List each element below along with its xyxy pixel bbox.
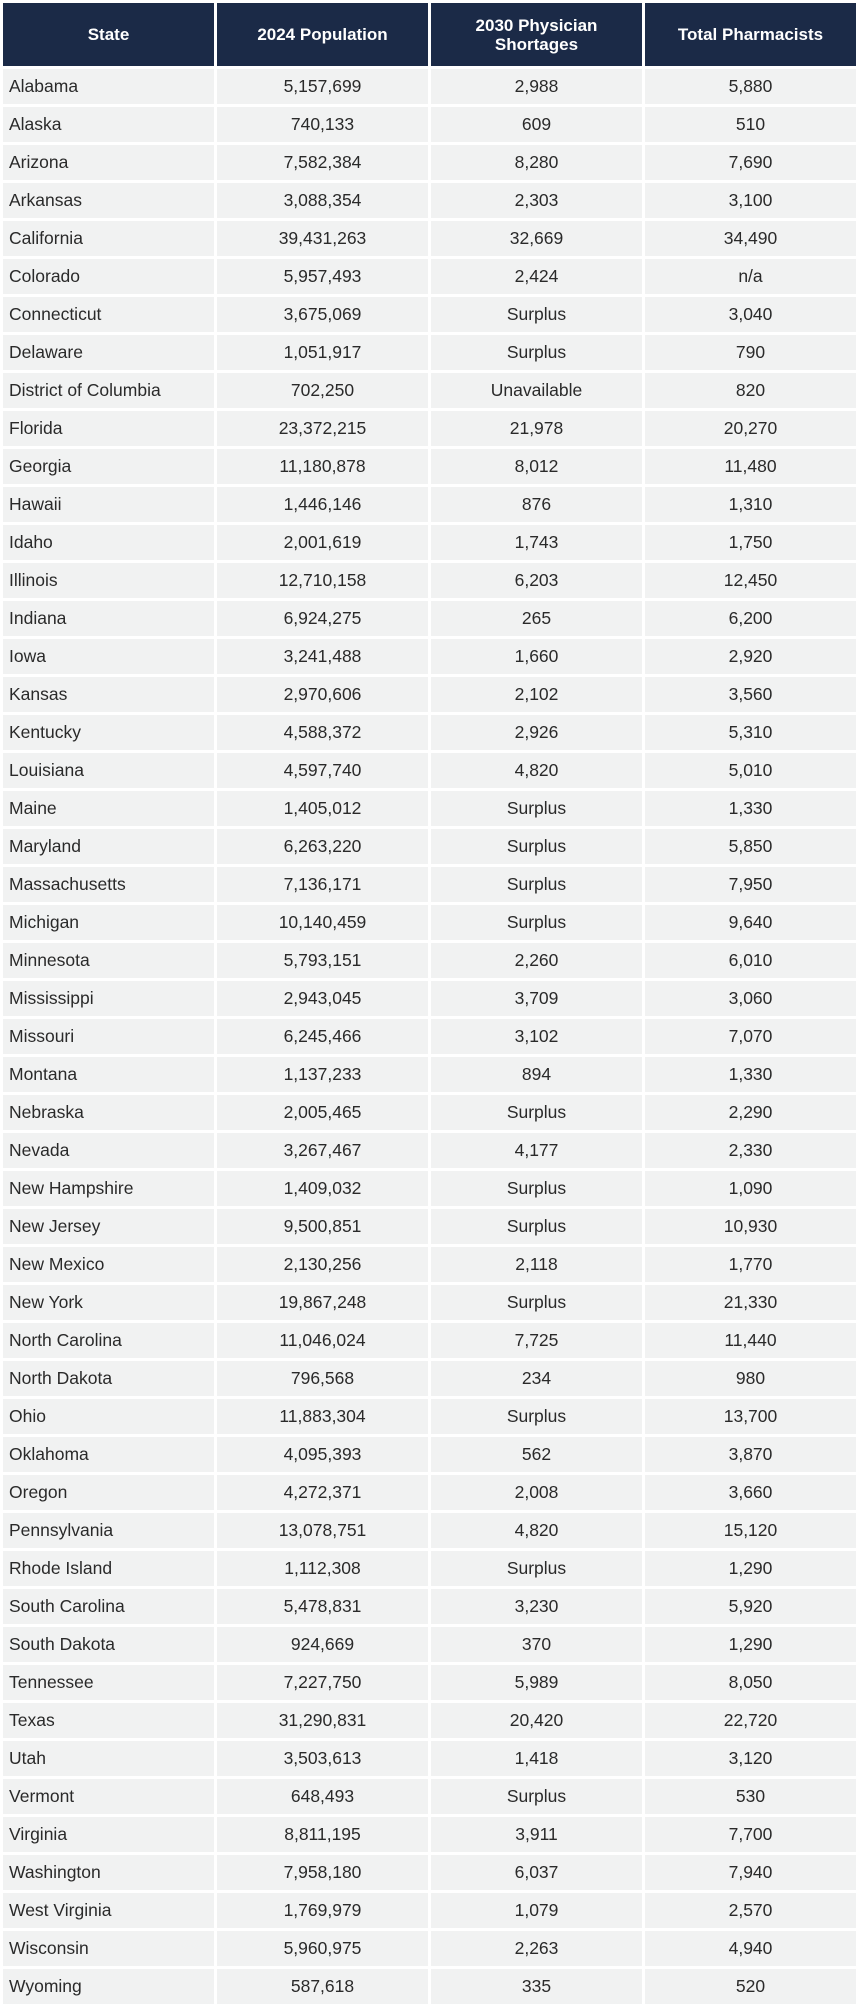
cell-pharmacists: 1,310	[645, 487, 856, 522]
header-row	[3, 3, 856, 66]
cell-population: 39,431,263	[217, 221, 428, 256]
cell-population: 4,095,393	[217, 1437, 428, 1472]
cell-physician-shortages: Surplus	[431, 829, 642, 864]
cell-population: 7,582,384	[217, 145, 428, 180]
cell-pharmacists: 15,120	[645, 1513, 856, 1548]
cell-population: 1,409,032	[217, 1171, 428, 1206]
header-population: 2024 Population	[217, 3, 428, 66]
cell-population: 19,867,248	[217, 1285, 428, 1320]
cell-physician-shortages: 20,420	[431, 1703, 642, 1738]
cell-population: 924,669	[217, 1627, 428, 1662]
cell-physician-shortages: 2,303	[431, 183, 642, 218]
cell-state: Wisconsin	[3, 1931, 214, 1966]
cell-pharmacists: 2,330	[645, 1133, 856, 1168]
cell-population: 2,943,045	[217, 981, 428, 1016]
table-row	[3, 639, 856, 674]
cell-physician-shortages: 8,012	[431, 449, 642, 484]
table-row	[3, 867, 856, 902]
cell-state: Tennessee	[3, 1665, 214, 1700]
cell-state: Arkansas	[3, 183, 214, 218]
table-row	[3, 411, 856, 446]
cell-pharmacists: 5,850	[645, 829, 856, 864]
cell-pharmacists: 12,450	[645, 563, 856, 598]
cell-pharmacists: 5,010	[645, 753, 856, 788]
cell-state: Missouri	[3, 1019, 214, 1054]
cell-physician-shortages: Surplus	[431, 1171, 642, 1206]
cell-physician-shortages: 6,203	[431, 563, 642, 598]
cell-population: 11,180,878	[217, 449, 428, 484]
table-row	[3, 449, 856, 484]
cell-state: New Hampshire	[3, 1171, 214, 1206]
cell-population: 8,811,195	[217, 1817, 428, 1852]
table-row	[3, 601, 856, 636]
cell-pharmacists: 7,690	[645, 145, 856, 180]
table-row	[3, 1171, 856, 1206]
cell-population: 6,924,275	[217, 601, 428, 636]
cell-population: 7,136,171	[217, 867, 428, 902]
cell-state: Utah	[3, 1741, 214, 1776]
cell-physician-shortages: 2,102	[431, 677, 642, 712]
cell-physician-shortages: Surplus	[431, 791, 642, 826]
cell-population: 3,503,613	[217, 1741, 428, 1776]
cell-pharmacists: 13,700	[645, 1399, 856, 1434]
cell-pharmacists: 22,720	[645, 1703, 856, 1738]
table-row	[3, 1703, 856, 1738]
cell-state: Alabama	[3, 69, 214, 104]
cell-population: 7,227,750	[217, 1665, 428, 1700]
cell-state: Massachusetts	[3, 867, 214, 902]
table-row	[3, 677, 856, 712]
cell-population: 3,088,354	[217, 183, 428, 218]
table-row	[3, 221, 856, 256]
table-row	[3, 829, 856, 864]
table-row	[3, 1855, 856, 1890]
table-row	[3, 563, 856, 598]
header-physician-shortages: 2030 Physician Shortages	[431, 3, 642, 66]
cell-population: 5,957,493	[217, 259, 428, 294]
cell-physician-shortages: 3,230	[431, 1589, 642, 1624]
cell-physician-shortages: 2,118	[431, 1247, 642, 1282]
cell-state: Illinois	[3, 563, 214, 598]
cell-population: 23,372,215	[217, 411, 428, 446]
cell-population: 31,290,831	[217, 1703, 428, 1738]
cell-population: 2,130,256	[217, 1247, 428, 1282]
cell-pharmacists: 1,090	[645, 1171, 856, 1206]
cell-pharmacists: 510	[645, 107, 856, 142]
cell-population: 5,157,699	[217, 69, 428, 104]
cell-population: 1,137,233	[217, 1057, 428, 1092]
cell-pharmacists: 9,640	[645, 905, 856, 940]
cell-physician-shortages: 1,418	[431, 1741, 642, 1776]
cell-state: West Virginia	[3, 1893, 214, 1928]
cell-pharmacists: 7,950	[645, 867, 856, 902]
cell-pharmacists: 5,880	[645, 69, 856, 104]
table-row	[3, 1931, 856, 1966]
cell-physician-shortages: 2,424	[431, 259, 642, 294]
cell-pharmacists: 4,940	[645, 1931, 856, 1966]
cell-pharmacists: 3,060	[645, 981, 856, 1016]
cell-physician-shortages: 1,743	[431, 525, 642, 560]
cell-state: Kentucky	[3, 715, 214, 750]
cell-physician-shortages: 370	[431, 1627, 642, 1662]
cell-population: 4,588,372	[217, 715, 428, 750]
cell-state: Oregon	[3, 1475, 214, 1510]
cell-population: 1,446,146	[217, 487, 428, 522]
cell-population: 796,568	[217, 1361, 428, 1396]
cell-state: Connecticut	[3, 297, 214, 332]
cell-population: 702,250	[217, 373, 428, 408]
cell-physician-shortages: Surplus	[431, 1779, 642, 1814]
cell-population: 11,046,024	[217, 1323, 428, 1358]
cell-population: 6,245,466	[217, 1019, 428, 1054]
cell-physician-shortages: 4,177	[431, 1133, 642, 1168]
table-header	[3, 3, 856, 66]
cell-population: 3,675,069	[217, 297, 428, 332]
cell-population: 740,133	[217, 107, 428, 142]
cell-pharmacists: 34,490	[645, 221, 856, 256]
cell-state: Maine	[3, 791, 214, 826]
cell-state: Iowa	[3, 639, 214, 674]
cell-population: 5,793,151	[217, 943, 428, 978]
cell-pharmacists: 2,570	[645, 1893, 856, 1928]
cell-physician-shortages: 7,725	[431, 1323, 642, 1358]
cell-pharmacists: 3,560	[645, 677, 856, 712]
table-row	[3, 145, 856, 180]
cell-physician-shortages: 876	[431, 487, 642, 522]
cell-state: North Carolina	[3, 1323, 214, 1358]
cell-pharmacists: 530	[645, 1779, 856, 1814]
table-row	[3, 1475, 856, 1510]
cell-physician-shortages: Surplus	[431, 905, 642, 940]
cell-state: Alaska	[3, 107, 214, 142]
cell-pharmacists: 1,770	[645, 1247, 856, 1282]
cell-physician-shortages: 4,820	[431, 753, 642, 788]
cell-state: Colorado	[3, 259, 214, 294]
table-row	[3, 1399, 856, 1434]
cell-state: Idaho	[3, 525, 214, 560]
cell-pharmacists: 6,010	[645, 943, 856, 978]
cell-physician-shortages: 5,989	[431, 1665, 642, 1700]
cell-population: 13,078,751	[217, 1513, 428, 1548]
table-row	[3, 297, 856, 332]
cell-physician-shortages: 6,037	[431, 1855, 642, 1890]
cell-state: New Mexico	[3, 1247, 214, 1282]
cell-state: California	[3, 221, 214, 256]
cell-pharmacists: 6,200	[645, 601, 856, 636]
cell-state: Michigan	[3, 905, 214, 940]
table-row	[3, 1665, 856, 1700]
table-row	[3, 753, 856, 788]
table-row	[3, 1095, 856, 1130]
cell-population: 4,272,371	[217, 1475, 428, 1510]
table-row	[3, 1513, 856, 1548]
cell-population: 12,710,158	[217, 563, 428, 598]
cell-pharmacists: 1,290	[645, 1551, 856, 1586]
table-row	[3, 1741, 856, 1776]
table-row	[3, 69, 856, 104]
cell-pharmacists: 2,290	[645, 1095, 856, 1130]
table-row	[3, 1247, 856, 1282]
header-state: State	[3, 3, 214, 66]
cell-state: North Dakota	[3, 1361, 214, 1396]
cell-physician-shortages: Unavailable	[431, 373, 642, 408]
cell-state: Nevada	[3, 1133, 214, 1168]
cell-physician-shortages: 21,978	[431, 411, 642, 446]
cell-population: 5,478,831	[217, 1589, 428, 1624]
cell-physician-shortages: Surplus	[431, 335, 642, 370]
table-body	[3, 69, 856, 2004]
cell-state: Pennsylvania	[3, 1513, 214, 1548]
cell-state: Ohio	[3, 1399, 214, 1434]
table-row	[3, 525, 856, 560]
cell-population: 2,001,619	[217, 525, 428, 560]
cell-population: 1,051,917	[217, 335, 428, 370]
cell-physician-shortages: Surplus	[431, 297, 642, 332]
table-row	[3, 905, 856, 940]
cell-population: 1,112,308	[217, 1551, 428, 1586]
table-row	[3, 1589, 856, 1624]
cell-state: Maryland	[3, 829, 214, 864]
cell-physician-shortages: 1,660	[431, 639, 642, 674]
cell-pharmacists: 7,940	[645, 1855, 856, 1890]
cell-state: South Dakota	[3, 1627, 214, 1662]
cell-physician-shortages: 609	[431, 107, 642, 142]
table-row	[3, 1361, 856, 1396]
cell-pharmacists: 820	[645, 373, 856, 408]
table-row	[3, 107, 856, 142]
cell-physician-shortages: Surplus	[431, 1209, 642, 1244]
cell-state: Washington	[3, 1855, 214, 1890]
table-row	[3, 1209, 856, 1244]
cell-pharmacists: 8,050	[645, 1665, 856, 1700]
cell-physician-shortages: Surplus	[431, 867, 642, 902]
cell-state: Minnesota	[3, 943, 214, 978]
cell-state: Nebraska	[3, 1095, 214, 1130]
table-row	[3, 335, 856, 370]
cell-population: 1,769,979	[217, 1893, 428, 1928]
cell-state: Louisiana	[3, 753, 214, 788]
cell-physician-shortages: 562	[431, 1437, 642, 1472]
cell-pharmacists: 1,330	[645, 791, 856, 826]
cell-physician-shortages: 2,926	[431, 715, 642, 750]
cell-state: District of Columbia	[3, 373, 214, 408]
cell-physician-shortages: Surplus	[431, 1285, 642, 1320]
table-row	[3, 1779, 856, 1814]
cell-pharmacists: 790	[645, 335, 856, 370]
cell-pharmacists: 11,440	[645, 1323, 856, 1358]
cell-population: 7,958,180	[217, 1855, 428, 1890]
cell-pharmacists: 1,750	[645, 525, 856, 560]
cell-pharmacists: n/a	[645, 259, 856, 294]
cell-physician-shortages: Surplus	[431, 1095, 642, 1130]
cell-population: 10,140,459	[217, 905, 428, 940]
cell-pharmacists: 20,270	[645, 411, 856, 446]
table-row	[3, 1627, 856, 1662]
cell-state: Rhode Island	[3, 1551, 214, 1586]
cell-population: 648,493	[217, 1779, 428, 1814]
cell-state: Arizona	[3, 145, 214, 180]
cell-state: Kansas	[3, 677, 214, 712]
table-row	[3, 1057, 856, 1092]
cell-population: 1,405,012	[217, 791, 428, 826]
table-row	[3, 943, 856, 978]
cell-state: South Carolina	[3, 1589, 214, 1624]
table-row	[3, 487, 856, 522]
table-row	[3, 183, 856, 218]
cell-state: Vermont	[3, 1779, 214, 1814]
cell-population: 2,970,606	[217, 677, 428, 712]
cell-population: 4,597,740	[217, 753, 428, 788]
cell-pharmacists: 3,660	[645, 1475, 856, 1510]
cell-state: Delaware	[3, 335, 214, 370]
cell-pharmacists: 7,070	[645, 1019, 856, 1054]
cell-population: 3,267,467	[217, 1133, 428, 1168]
cell-state: Mississippi	[3, 981, 214, 1016]
cell-state: Montana	[3, 1057, 214, 1092]
cell-physician-shortages: 4,820	[431, 1513, 642, 1548]
cell-physician-shortages: 1,079	[431, 1893, 642, 1928]
cell-physician-shortages: 2,008	[431, 1475, 642, 1510]
cell-physician-shortages: Surplus	[431, 1399, 642, 1434]
table-row	[3, 1437, 856, 1472]
cell-pharmacists: 520	[645, 1969, 856, 2004]
cell-population: 2,005,465	[217, 1095, 428, 1130]
cell-pharmacists: 7,700	[645, 1817, 856, 1852]
table-row	[3, 1817, 856, 1852]
cell-pharmacists: 3,040	[645, 297, 856, 332]
cell-state: Hawaii	[3, 487, 214, 522]
cell-physician-shortages: 3,102	[431, 1019, 642, 1054]
cell-pharmacists: 980	[645, 1361, 856, 1396]
cell-physician-shortages: 2,263	[431, 1931, 642, 1966]
cell-pharmacists: 1,290	[645, 1627, 856, 1662]
cell-population: 5,960,975	[217, 1931, 428, 1966]
table-row	[3, 715, 856, 750]
cell-population: 11,883,304	[217, 1399, 428, 1434]
table-row	[3, 1893, 856, 1928]
cell-pharmacists: 3,120	[645, 1741, 856, 1776]
cell-population: 587,618	[217, 1969, 428, 2004]
cell-physician-shortages: 265	[431, 601, 642, 636]
cell-state: Wyoming	[3, 1969, 214, 2004]
header-pharmacists: Total Pharmacists	[645, 3, 856, 66]
cell-physician-shortages: 234	[431, 1361, 642, 1396]
cell-physician-shortages: 894	[431, 1057, 642, 1092]
table-row	[3, 1551, 856, 1586]
cell-physician-shortages: 2,988	[431, 69, 642, 104]
cell-population: 9,500,851	[217, 1209, 428, 1244]
cell-physician-shortages: 3,709	[431, 981, 642, 1016]
table-row	[3, 373, 856, 408]
cell-pharmacists: 11,480	[645, 449, 856, 484]
cell-physician-shortages: 335	[431, 1969, 642, 2004]
cell-physician-shortages: 8,280	[431, 145, 642, 180]
table-row	[3, 1323, 856, 1358]
cell-pharmacists: 5,310	[645, 715, 856, 750]
cell-pharmacists: 5,920	[645, 1589, 856, 1624]
table-row	[3, 981, 856, 1016]
cell-pharmacists: 3,100	[645, 183, 856, 218]
table-row	[3, 791, 856, 826]
cell-pharmacists: 10,930	[645, 1209, 856, 1244]
table-row	[3, 1969, 856, 2004]
cell-physician-shortages: 32,669	[431, 221, 642, 256]
cell-state: Florida	[3, 411, 214, 446]
cell-pharmacists: 2,920	[645, 639, 856, 674]
cell-physician-shortages: 2,260	[431, 943, 642, 978]
cell-pharmacists: 21,330	[645, 1285, 856, 1320]
cell-population: 3,241,488	[217, 639, 428, 674]
cell-population: 6,263,220	[217, 829, 428, 864]
table-row	[3, 1019, 856, 1054]
cell-state: New York	[3, 1285, 214, 1320]
cell-pharmacists: 1,330	[645, 1057, 856, 1092]
cell-pharmacists: 3,870	[645, 1437, 856, 1472]
table-row	[3, 1285, 856, 1320]
table-row	[3, 259, 856, 294]
table-row	[3, 1133, 856, 1168]
cell-state: New Jersey	[3, 1209, 214, 1244]
cell-state: Virginia	[3, 1817, 214, 1852]
cell-state: Texas	[3, 1703, 214, 1738]
cell-state: Georgia	[3, 449, 214, 484]
cell-physician-shortages: Surplus	[431, 1551, 642, 1586]
cell-state: Indiana	[3, 601, 214, 636]
cell-physician-shortages: 3,911	[431, 1817, 642, 1852]
cell-state: Oklahoma	[3, 1437, 214, 1472]
